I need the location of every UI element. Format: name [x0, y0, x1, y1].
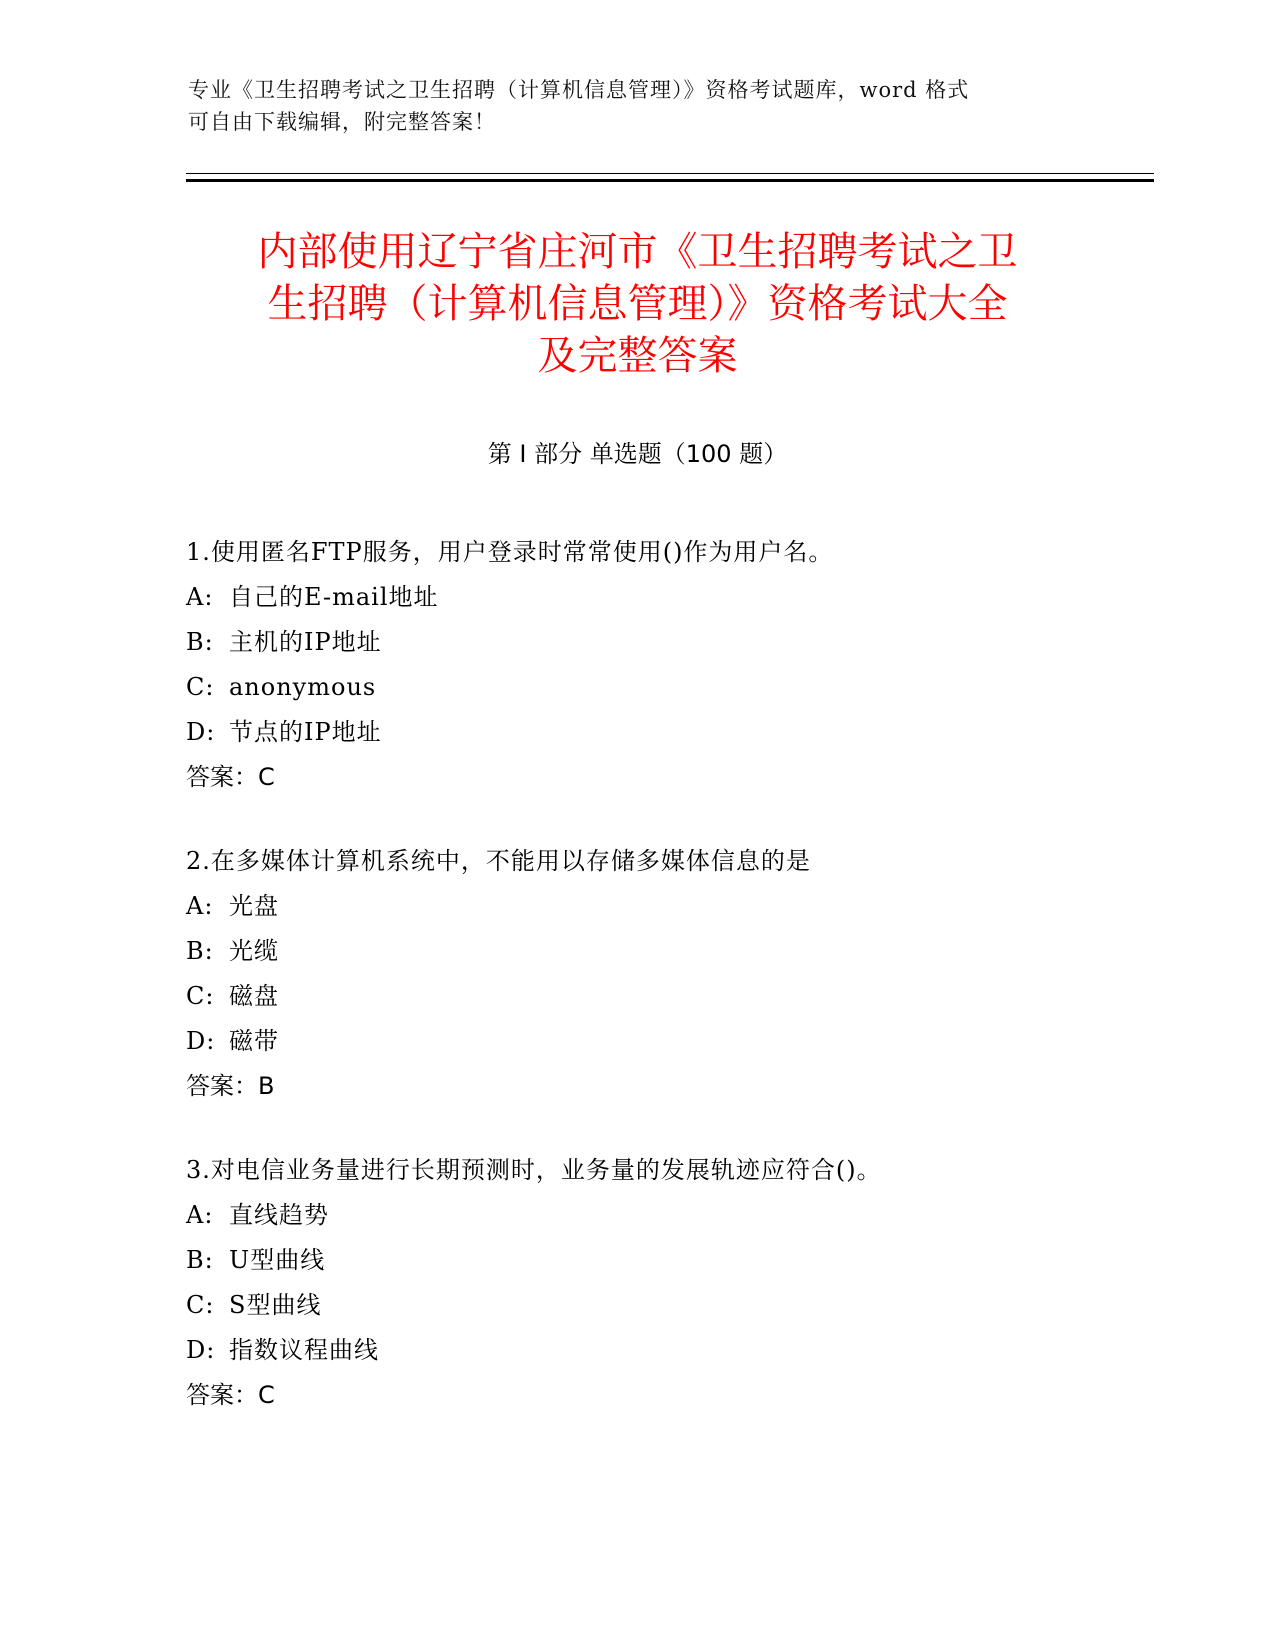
option-a [186, 1193, 1106, 1238]
option-letter: D: [186, 1336, 216, 1364]
option-d [186, 710, 1106, 755]
option-letter: A: [186, 892, 214, 920]
option-text: 主机的IP地址 [229, 628, 382, 656]
header-note-line: 专业《卫生招聘考试之卫生招聘（计算机信息管理）》资格考试题库，word 格式 [188, 78, 970, 102]
question-text: 1.使用匿名FTP服务，用户登录时常常使用()作为用户名。 [186, 538, 834, 566]
option-b [186, 929, 1106, 974]
option-c [186, 1283, 1106, 1328]
option-letter: C: [186, 982, 215, 1010]
answer-line: 答案：B [186, 1072, 275, 1100]
option-letter: C: [186, 673, 215, 701]
header-note-line: 可自由下载编辑，附完整答案！ [188, 110, 496, 134]
option-c [186, 665, 1106, 710]
section-title: 第 I 部分 单选题（100 题） [487, 440, 788, 468]
option-a [186, 575, 1106, 620]
answer-line: 答案：C [186, 1381, 275, 1409]
option-letter: D: [186, 718, 216, 746]
header-divider-thick [186, 179, 1154, 182]
document-title-line: 及完整答案 [537, 333, 738, 379]
option-c [186, 974, 1106, 1019]
document-title-line: 内部使用辽宁省庄河市《卫生招聘考试之卫 [257, 229, 1018, 275]
option-text: 光盘 [229, 892, 279, 920]
option-letter: B: [186, 1246, 214, 1274]
question-item [186, 530, 1106, 800]
option-b [186, 620, 1106, 665]
option-a [186, 884, 1106, 929]
question-text: 3.对电信业务量进行长期预测时，业务量的发展轨迹应符合()。 [186, 1156, 882, 1184]
option-letter: D: [186, 1027, 216, 1055]
question-item [186, 839, 1106, 1109]
question-text: 2.在多媒体计算机系统中，不能用以存储多媒体信息的是 [186, 847, 811, 875]
option-d [186, 1328, 1106, 1373]
option-d [186, 1019, 1106, 1064]
option-letter: B: [186, 628, 214, 656]
option-b [186, 1238, 1106, 1283]
option-text: 光缆 [229, 937, 279, 965]
option-text: anonymous [229, 673, 377, 701]
question-item [186, 1148, 1106, 1418]
option-text: 磁盘 [229, 982, 279, 1010]
document-title-line: 生招聘（计算机信息管理）》资格考试大全 [267, 281, 1008, 327]
header-divider-thin [186, 173, 1154, 174]
option-text: 直线趋势 [229, 1201, 329, 1229]
option-text: S型曲线 [229, 1291, 322, 1319]
option-letter: A: [186, 583, 214, 611]
option-letter: C: [186, 1291, 215, 1319]
answer-line: 答案：C [186, 763, 275, 791]
option-text: 磁带 [229, 1027, 279, 1055]
question-list [186, 530, 1106, 1457]
option-text: 指数议程曲线 [229, 1336, 379, 1364]
option-text: 节点的IP地址 [229, 718, 382, 746]
option-text: U型曲线 [229, 1246, 326, 1274]
header-note [188, 74, 1068, 138]
option-letter: B: [186, 937, 214, 965]
option-letter: A: [186, 1201, 214, 1229]
document-title [186, 226, 1089, 382]
option-text: 自己的E-mail地址 [229, 583, 439, 611]
